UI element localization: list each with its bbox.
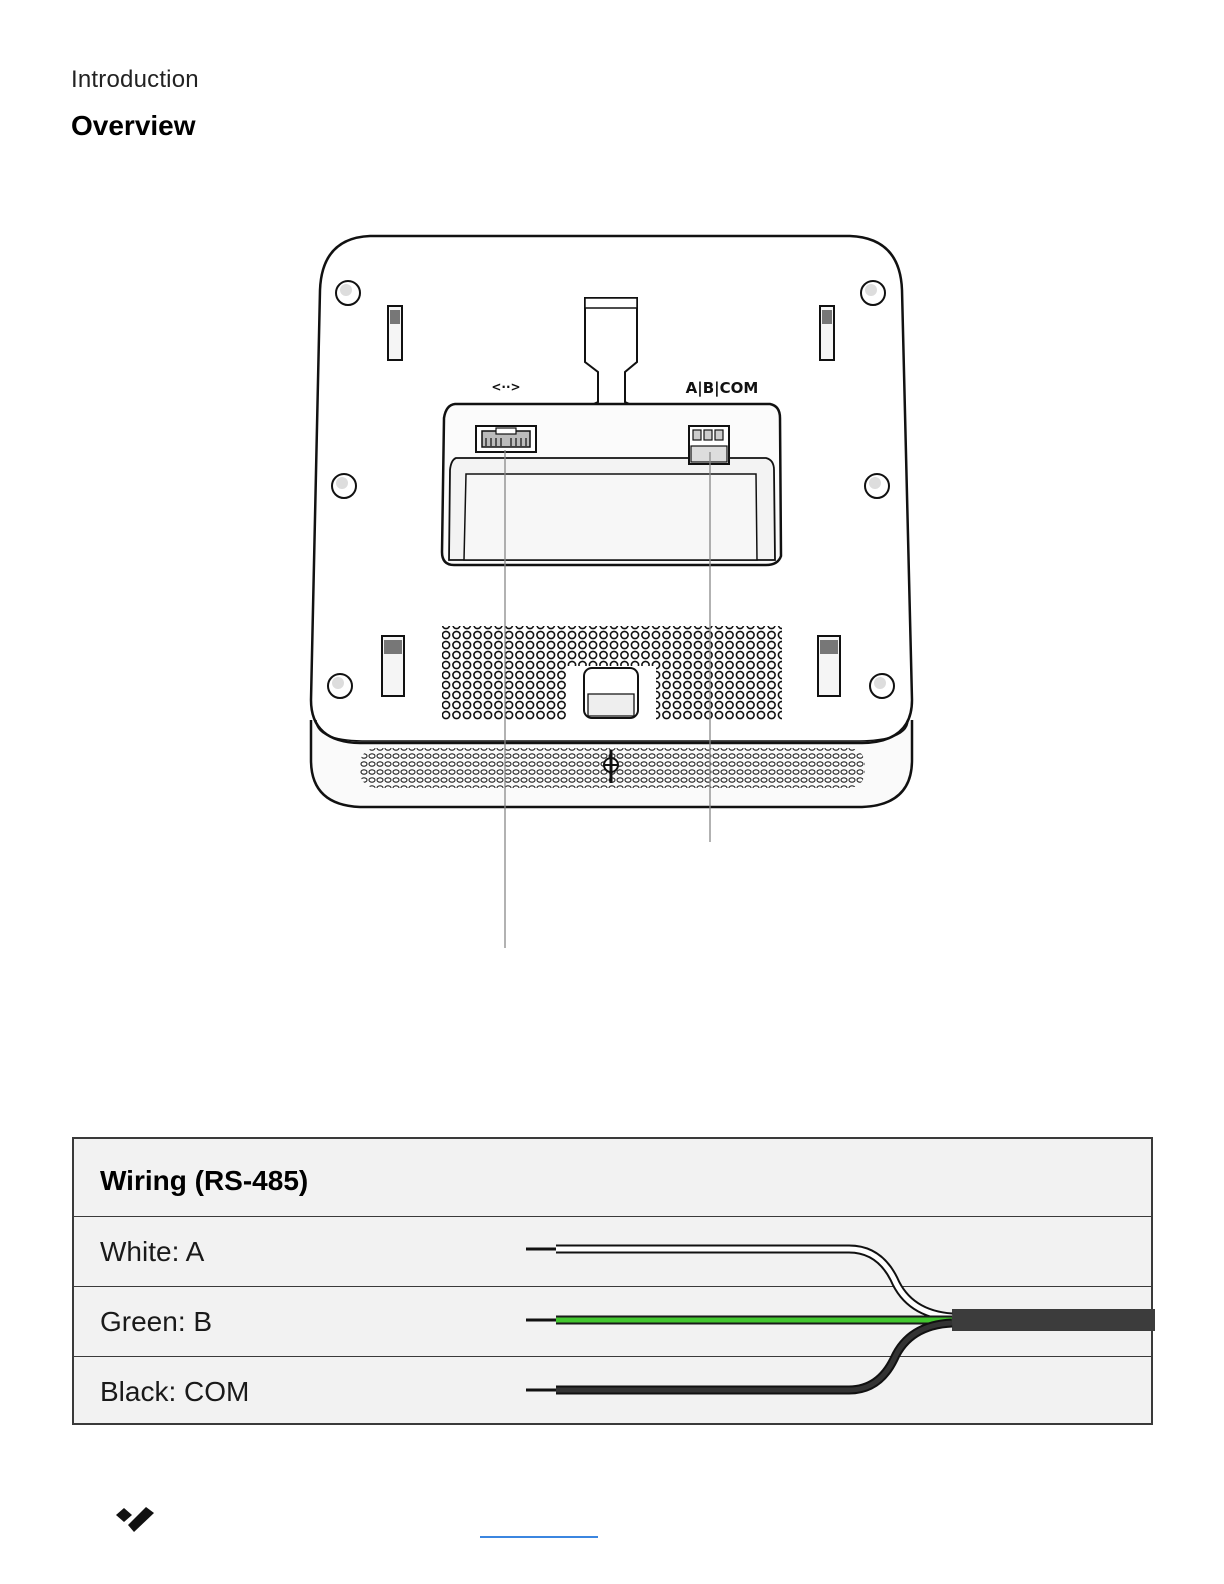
ethernet-port [476, 426, 536, 452]
wiring-table-header [74, 1139, 1151, 1217]
device-rear-illustration [300, 225, 930, 955]
wire-label-white: White: A [100, 1236, 205, 1267]
wiring-table [72, 1137, 1153, 1425]
wiring-row-com [74, 1357, 1151, 1425]
rs485-port-label: A|B|COM [685, 379, 759, 397]
footer-link[interactable] [480, 1536, 598, 1538]
terminal-block [689, 426, 729, 464]
wire-label-green: Green: B [100, 1306, 213, 1337]
wiring-row-a [74, 1217, 1151, 1287]
section-label: Introduction [71, 66, 199, 93]
wire-label-black: Black: COM [100, 1376, 250, 1407]
page-title: Overview [71, 110, 196, 141]
brand-mark-icon [114, 1503, 156, 1535]
ethernet-port-label: <··> [491, 380, 521, 394]
wiring-title: Wiring (RS-485) [100, 1165, 309, 1196]
wiring-row-b [74, 1287, 1151, 1357]
